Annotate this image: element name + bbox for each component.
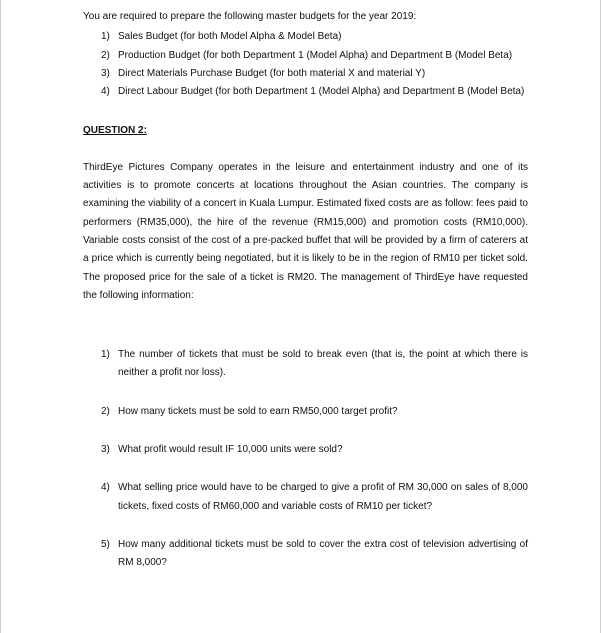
question-list xyxy=(83,346,528,572)
budget-item-text: Direct Labour Budget (for both Department 1 (Model Alpha) and Department B (Model Beta) xyxy=(118,86,525,98)
document-content xyxy=(83,8,528,573)
budget-item xyxy=(83,83,528,101)
budget-item xyxy=(83,65,528,83)
budget-item-number: 4) xyxy=(101,86,110,98)
intro-text: You are required to prepare the following master budgets for the year 2019: xyxy=(83,11,417,22)
budget-item-number: 1) xyxy=(101,31,110,43)
question-number: 3) xyxy=(101,444,110,456)
question-item xyxy=(83,403,528,421)
question-item xyxy=(83,346,528,383)
scenario-paragraph: ThirdEye Pictures Company operates in the leisure and entertainment industry and one of its activities is to promote concerts at locations throughout the Asian countries. The company is examining the viability of a concert in Kuala Lumpur. Estimated fixed costs are as follow: fees paid to performers (RM35,000), the hire of the revenue (RM15,000) and promotion costs (RM10,000). Variable costs consist of the cost of a pre-packed buffet that will be provided by a firm of caterers at a price which is currently being negotiated, but it is likely to be in the region of RM10 per ticket sold. The proposed price for the sale of a ticket is RM20. The management of ThirdEye have requested the following information: xyxy=(83,161,528,301)
question-text: How many tickets must be sold to earn RM50,000 target profit? xyxy=(118,405,398,417)
question-item xyxy=(83,536,528,573)
question-heading: QUESTION 2: xyxy=(83,125,147,137)
question-number: 5) xyxy=(101,538,110,550)
budget-item xyxy=(83,28,528,46)
budget-item xyxy=(83,47,528,65)
question-number: 4) xyxy=(101,482,110,494)
question-item xyxy=(83,441,528,459)
budget-item-text: Direct Materials Purchase Budget (for both material X and material Y) xyxy=(118,67,426,79)
question-number: 1) xyxy=(101,349,110,361)
question-text: The number of tickets that must be sold to break even (that is, the point at which there is neither a profit nor loss). xyxy=(118,349,528,379)
budget-item-number: 3) xyxy=(101,67,110,79)
budget-item-text: Sales Budget (for both Model Alpha & Model Beta) xyxy=(118,31,342,43)
budget-list xyxy=(83,28,528,101)
question-text: How many additional tickets must be sold to cover the extra cost of television advertising of RM 8,000? xyxy=(118,538,528,569)
question-text: What profit would result IF 10,000 units were sold? xyxy=(118,444,343,456)
question-number: 2) xyxy=(101,405,110,417)
budget-item-text: Production Budget (for both Department 1 (Model Alpha) and Department B (Model Beta) xyxy=(118,49,513,61)
budget-item-number: 2) xyxy=(101,49,110,61)
question-text: What selling price would have to be charged to give a profit of RM 30,000 on sales of 8,000 tickets, fixed costs of RM60,000 and variable costs of RM10 per ticket? xyxy=(118,482,528,512)
question-item xyxy=(83,479,528,516)
